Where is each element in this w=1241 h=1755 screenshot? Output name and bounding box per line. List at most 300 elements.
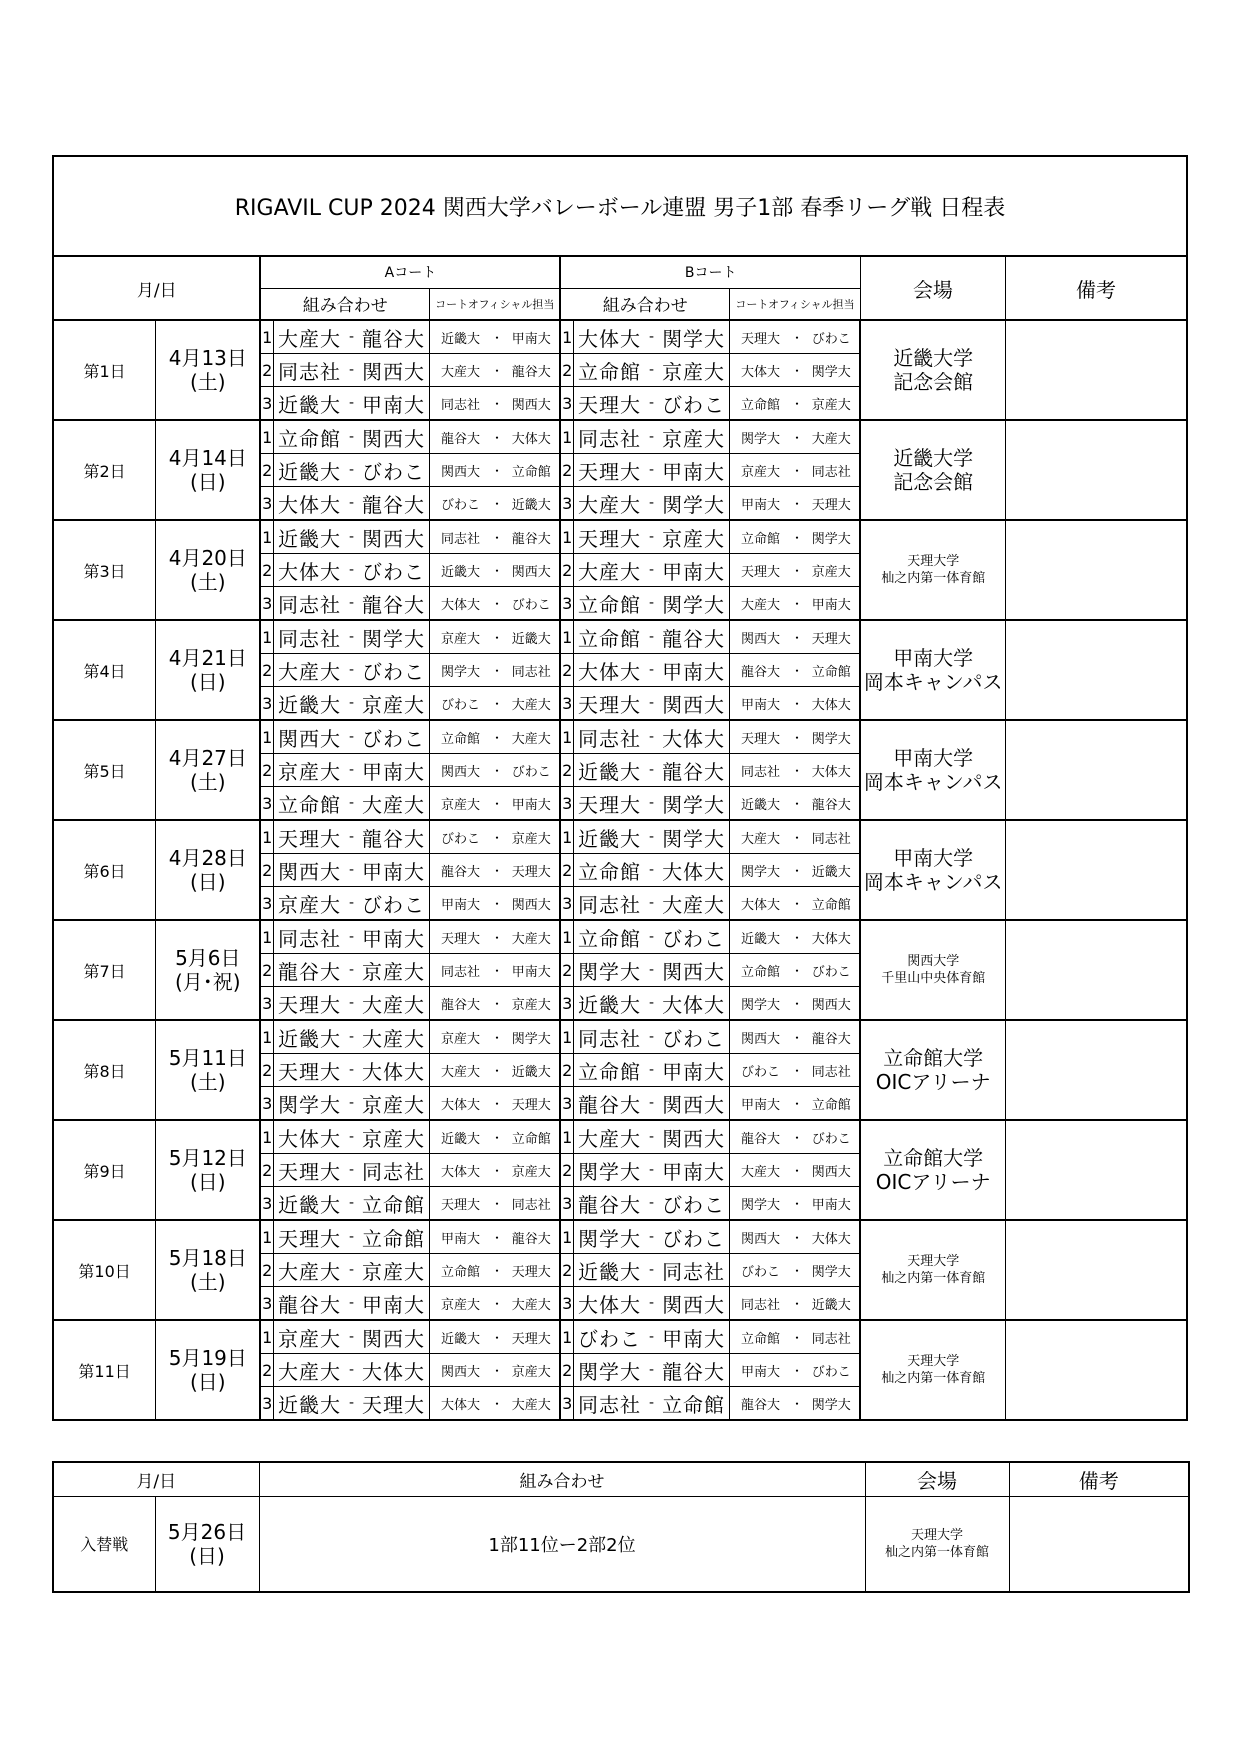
away-team: 関西大: [658, 687, 729, 721]
official-team-2: 大産大: [503, 1287, 560, 1321]
home-team: 大産大: [274, 654, 345, 687]
match-number: 2: [260, 654, 273, 687]
away-team: 甲南大: [358, 854, 429, 887]
official-team-1: 関学大: [730, 854, 791, 887]
official-separator: ・: [491, 687, 503, 721]
official-team-1: びわこ: [430, 687, 491, 721]
match-number: 1: [260, 720, 273, 754]
match-number: 3: [260, 787, 273, 821]
away-team: 甲南大: [658, 1320, 729, 1354]
official-team-1: 京産大: [430, 1020, 491, 1054]
playoff-notes-header: 備考: [1009, 1462, 1189, 1496]
official-team-1: 大産大: [430, 1054, 491, 1087]
match-number: 1: [260, 420, 273, 454]
venue-line-2: 岡本キャンパス: [863, 770, 1003, 794]
official-separator: ・: [791, 854, 803, 887]
away-team: 天理大: [358, 1387, 429, 1421]
away-team: びわこ: [358, 720, 429, 754]
match-number: 2: [260, 1054, 273, 1087]
match-date: [156, 1320, 261, 1420]
playoff-date-text: 5月26日: [167, 1519, 247, 1544]
match-row: [53, 320, 1187, 354]
match-dash: -: [345, 320, 358, 354]
match-number: 2: [560, 554, 573, 587]
official-team-2: 大産大: [503, 687, 560, 721]
match-dash: -: [345, 654, 358, 687]
official-separator: ・: [491, 387, 503, 421]
playoff-label: 入替戦: [53, 1496, 155, 1592]
court-b-matchup-header: 組み合わせ: [560, 288, 729, 320]
official-team-1: 京産大: [430, 1287, 491, 1321]
official-team-2: 近畿大: [503, 620, 560, 654]
official-team-2: 龍谷大: [803, 787, 860, 821]
official-team-2: 関学大: [803, 1387, 860, 1421]
home-team: 京産大: [274, 887, 345, 921]
venue-line-2: OICアリーナ: [875, 1170, 991, 1194]
official-separator: ・: [791, 1054, 803, 1087]
match-number: 2: [560, 854, 573, 887]
official-separator: ・: [791, 354, 803, 387]
match-dash: -: [645, 1087, 658, 1121]
official-team-1: 関学大: [730, 1187, 791, 1221]
official-team-2: 立命館: [503, 1120, 560, 1154]
home-team: 近畿大: [274, 1020, 345, 1054]
home-team: 天理大: [274, 987, 345, 1021]
match-number: 1: [260, 320, 273, 354]
match-number: 3: [560, 387, 573, 421]
official-separator: ・: [791, 787, 803, 821]
away-team: びわこ: [658, 1220, 729, 1254]
official-team-2: 大体大: [803, 920, 860, 954]
day-label: 第3日: [53, 520, 156, 620]
away-team: びわこ: [658, 1020, 729, 1054]
away-team: びわこ: [358, 554, 429, 587]
away-team: びわこ: [358, 454, 429, 487]
match-dash: -: [345, 1120, 358, 1154]
page-title: RIGAVIL CUP 2024 関西大学バレーボール連盟 男子1部 春季リーグ戦 日程表: [53, 156, 1187, 256]
official-separator: ・: [791, 1320, 803, 1354]
match-dash: -: [345, 620, 358, 654]
venue-line-1: 天理大学: [907, 1254, 960, 1269]
official-team-1: 天理大: [430, 920, 491, 954]
official-separator: ・: [491, 854, 503, 887]
match-weekday: (土): [190, 770, 226, 794]
match-number: 1: [560, 620, 573, 654]
official-separator: ・: [491, 1120, 503, 1154]
match-row: [53, 820, 1187, 854]
match-number: 3: [260, 687, 273, 721]
home-team: 天理大: [274, 1054, 345, 1087]
match-number: 2: [260, 854, 273, 887]
away-team: 立命館: [358, 1187, 429, 1221]
official-team-1: 甲南大: [730, 687, 791, 721]
official-team-1: 関西大: [730, 1220, 791, 1254]
official-team-1: 京産大: [430, 787, 491, 821]
match-row: [53, 1220, 1187, 1254]
match-dash: -: [645, 1054, 658, 1087]
official-team-2: 甲南大: [503, 320, 560, 354]
official-separator: ・: [791, 1354, 803, 1387]
away-team: 立命館: [658, 1387, 729, 1421]
official-team-1: 大体大: [730, 354, 791, 387]
home-team: 龍谷大: [574, 1087, 645, 1121]
match-dash: -: [645, 587, 658, 621]
official-team-2: 京産大: [803, 387, 860, 421]
match-number: 2: [560, 1354, 573, 1387]
official-team-1: 近畿大: [730, 920, 791, 954]
notes-cell: [1005, 620, 1187, 720]
match-date-text: 4月21日: [168, 646, 247, 670]
home-team: 大体大: [574, 1287, 645, 1321]
official-separator: ・: [491, 1387, 503, 1421]
playoff-table: [52, 1461, 1190, 1593]
official-team-1: 関西大: [730, 620, 791, 654]
official-separator: ・: [791, 454, 803, 487]
official-team-2: 天理大: [503, 1087, 560, 1121]
day-label: 第11日: [53, 1320, 156, 1420]
official-team-1: 天理大: [730, 320, 791, 354]
official-team-1: 立命館: [730, 387, 791, 421]
away-team: 京産大: [358, 687, 429, 721]
match-number: 3: [560, 687, 573, 721]
official-team-2: 甲南大: [803, 587, 860, 621]
official-team-2: 甲南大: [503, 787, 560, 821]
away-team: 龍谷大: [358, 320, 429, 354]
official-team-1: 甲南大: [430, 1220, 491, 1254]
away-team: 甲南大: [658, 1054, 729, 1087]
match-dash: -: [645, 420, 658, 454]
official-separator: ・: [491, 620, 503, 654]
away-team: 京産大: [358, 1087, 429, 1121]
official-separator: ・: [791, 1187, 803, 1221]
venue-line-2: 岡本キャンパス: [863, 670, 1003, 694]
match-number: 1: [260, 820, 273, 854]
official-separator: ・: [791, 1287, 803, 1321]
playoff-venue-line-2: 杣之内第一体育館: [885, 1544, 990, 1560]
official-separator: ・: [491, 820, 503, 854]
match-dash: -: [645, 387, 658, 421]
match-dash: -: [645, 787, 658, 821]
official-team-1: 立命館: [430, 1254, 491, 1287]
playoff-notes-cell: [1009, 1496, 1189, 1592]
venue-line-1: 甲南大学: [893, 646, 974, 670]
official-team-1: 近畿大: [430, 320, 491, 354]
match-dash: -: [645, 854, 658, 887]
official-separator: ・: [791, 520, 803, 554]
match-number: 1: [560, 1120, 573, 1154]
notes-header: 備考: [1005, 256, 1187, 320]
match-weekday: (日): [190, 670, 226, 694]
match-date-text: 5月18日: [168, 1246, 247, 1270]
away-team: 甲南大: [658, 654, 729, 687]
away-team: 同志社: [658, 1254, 729, 1287]
official-team-2: 同志社: [803, 1320, 860, 1354]
match-dash: -: [645, 1120, 658, 1154]
match-number: 3: [260, 1187, 273, 1221]
home-team: 同志社: [574, 1020, 645, 1054]
home-team: 京産大: [274, 754, 345, 787]
match-number: 1: [260, 1020, 273, 1054]
match-number: 2: [560, 1254, 573, 1287]
official-separator: ・: [791, 887, 803, 921]
venue-line-1: 近畿大学: [893, 446, 974, 470]
official-team-1: 大体大: [430, 587, 491, 621]
official-team-1: 甲南大: [730, 1087, 791, 1121]
away-team: 関西大: [658, 1120, 729, 1154]
official-separator: ・: [491, 420, 503, 454]
home-team: 近畿大: [574, 754, 645, 787]
venue-line-2: OICアリーナ: [875, 1070, 991, 1094]
notes-cell: [1005, 720, 1187, 820]
official-team-2: 京産大: [503, 820, 560, 854]
official-team-1: 同志社: [430, 954, 491, 987]
away-team: 大産大: [658, 887, 729, 921]
official-team-2: 同志社: [803, 820, 860, 854]
official-team-2: 天理大: [503, 1320, 560, 1354]
official-team-2: 関西大: [503, 887, 560, 921]
official-separator: ・: [791, 1020, 803, 1054]
away-team: 関西大: [358, 520, 429, 554]
away-team: 甲南大: [358, 920, 429, 954]
official-separator: ・: [791, 387, 803, 421]
official-separator: ・: [791, 1254, 803, 1287]
home-team: 近畿大: [274, 1187, 345, 1221]
official-separator: ・: [791, 987, 803, 1021]
official-team-1: 関西大: [430, 1354, 491, 1387]
match-dash: -: [345, 587, 358, 621]
official-team-2: 京産大: [503, 1354, 560, 1387]
official-team-1: びわこ: [430, 487, 491, 521]
home-team: 天理大: [274, 1220, 345, 1254]
official-team-1: 関学大: [430, 654, 491, 687]
notes-cell: [1005, 1320, 1187, 1420]
match-dash: -: [345, 1354, 358, 1387]
match-number: 2: [260, 754, 273, 787]
home-team: 近畿大: [574, 987, 645, 1021]
match-dash: -: [645, 620, 658, 654]
notes-cell: [1005, 320, 1187, 420]
match-row: [53, 620, 1187, 654]
away-team: 龍谷大: [358, 487, 429, 521]
match-dash: -: [345, 1187, 358, 1221]
home-team: 関学大: [574, 954, 645, 987]
court-b-header: Bコート: [560, 256, 860, 288]
away-team: 関西大: [358, 354, 429, 387]
notes-cell: [1005, 1020, 1187, 1120]
match-number: 3: [260, 587, 273, 621]
official-separator: ・: [791, 720, 803, 754]
match-row: [53, 420, 1187, 454]
day-label: 第7日: [53, 920, 156, 1020]
match-dash: -: [645, 1287, 658, 1321]
official-team-2: 同志社: [803, 1054, 860, 1087]
match-dash: -: [345, 1254, 358, 1287]
official-team-2: 大産大: [503, 720, 560, 754]
home-team: 天理大: [274, 820, 345, 854]
official-team-1: 龍谷大: [430, 987, 491, 1021]
match-dash: -: [345, 787, 358, 821]
official-separator: ・: [491, 554, 503, 587]
match-dash: -: [345, 420, 358, 454]
match-dash: -: [345, 487, 358, 521]
match-dash: -: [345, 720, 358, 754]
official-team-2: 大産大: [503, 920, 560, 954]
home-team: 大産大: [574, 1120, 645, 1154]
away-team: 大産大: [358, 987, 429, 1021]
away-team: 大体大: [658, 854, 729, 887]
official-separator: ・: [491, 654, 503, 687]
official-separator: ・: [491, 1154, 503, 1187]
match-number: 1: [260, 1120, 273, 1154]
home-team: 近畿大: [274, 520, 345, 554]
court-a-matchup-header: 組み合わせ: [260, 288, 429, 320]
match-dash: -: [345, 1320, 358, 1354]
match-number: 2: [560, 454, 573, 487]
home-team: 近畿大: [574, 820, 645, 854]
away-team: びわこ: [358, 887, 429, 921]
match-date-text: 4月28日: [168, 846, 247, 870]
official-team-1: 近畿大: [730, 787, 791, 821]
match-dash: -: [345, 520, 358, 554]
match-dash: -: [345, 1387, 358, 1421]
match-date-text: 4月20日: [168, 546, 247, 570]
home-team: 大体大: [574, 320, 645, 354]
day-label: 第6日: [53, 820, 156, 920]
match-date: [156, 420, 261, 520]
official-separator: ・: [791, 420, 803, 454]
notes-cell: [1005, 520, 1187, 620]
home-team: 大体大: [274, 487, 345, 521]
away-team: 関学大: [658, 320, 729, 354]
home-team: 天理大: [574, 454, 645, 487]
match-weekday: (土): [190, 1070, 226, 1094]
match-date: [156, 520, 261, 620]
venue-line-2: 記念会館: [893, 470, 974, 494]
match-number: 1: [560, 420, 573, 454]
official-team-2: びわこ: [803, 320, 860, 354]
official-team-1: 天理大: [730, 720, 791, 754]
match-weekday: (土): [190, 1270, 226, 1294]
match-date: [156, 920, 261, 1020]
notes-cell: [1005, 820, 1187, 920]
official-team-1: 関学大: [730, 420, 791, 454]
official-team-1: 京産大: [730, 454, 791, 487]
court-a-header: Aコート: [260, 256, 560, 288]
official-team-2: 関学大: [503, 1020, 560, 1054]
playoff-venue-header: 会場: [865, 1462, 1009, 1496]
official-team-1: 大産大: [430, 354, 491, 387]
official-team-1: 大産大: [730, 587, 791, 621]
match-number: 2: [560, 1154, 573, 1187]
away-team: 甲南大: [358, 1287, 429, 1321]
away-team: びわこ: [658, 920, 729, 954]
match-dash: -: [645, 820, 658, 854]
home-team: 同志社: [574, 1387, 645, 1421]
official-team-1: 大体大: [730, 887, 791, 921]
official-team-2: びわこ: [803, 954, 860, 987]
away-team: 龍谷大: [658, 1354, 729, 1387]
playoff-date: [155, 1496, 259, 1592]
away-team: 龍谷大: [358, 820, 429, 854]
official-team-1: びわこ: [730, 1254, 791, 1287]
home-team: びわこ: [574, 1320, 645, 1354]
match-number: 3: [260, 487, 273, 521]
official-separator: ・: [791, 754, 803, 787]
match-dash: -: [345, 754, 358, 787]
match-dash: -: [345, 1054, 358, 1087]
match-number: 1: [560, 1020, 573, 1054]
home-team: 大産大: [274, 1354, 345, 1387]
match-weekday: (土): [190, 570, 226, 594]
away-team: 大体大: [658, 720, 729, 754]
official-team-2: 関学大: [803, 1254, 860, 1287]
match-number: 1: [560, 820, 573, 854]
venue-line-1: 立命館大学: [883, 1146, 984, 1170]
official-team-2: 関西大: [803, 987, 860, 1021]
home-team: 立命館: [274, 787, 345, 821]
official-team-2: 大体大: [803, 754, 860, 787]
match-dash: -: [345, 687, 358, 721]
official-team-2: 関学大: [803, 720, 860, 754]
official-team-1: 同志社: [430, 387, 491, 421]
match-dash: -: [645, 754, 658, 787]
match-number: 2: [560, 354, 573, 387]
away-team: 甲南大: [358, 754, 429, 787]
official-separator: ・: [491, 1254, 503, 1287]
day-label: 第1日: [53, 320, 156, 420]
home-team: 立命館: [574, 620, 645, 654]
official-team-2: 大体大: [803, 687, 860, 721]
day-label: 第2日: [53, 420, 156, 520]
court-b-official-header: コートオフィシャル担当: [730, 288, 861, 320]
match-number: 2: [560, 754, 573, 787]
match-dash: -: [345, 354, 358, 387]
match-row: [53, 1120, 1187, 1154]
official-separator: ・: [791, 1154, 803, 1187]
match-dash: -: [345, 454, 358, 487]
official-separator: ・: [791, 1120, 803, 1154]
away-team: 大産大: [358, 787, 429, 821]
away-team: 京産大: [658, 354, 729, 387]
home-team: 近畿大: [274, 687, 345, 721]
away-team: 龍谷大: [358, 587, 429, 621]
official-separator: ・: [491, 1354, 503, 1387]
official-separator: ・: [491, 487, 503, 521]
away-team: 甲南大: [358, 387, 429, 421]
official-team-1: 大産大: [730, 1154, 791, 1187]
match-dash: -: [645, 1020, 658, 1054]
official-team-1: 関西大: [730, 1020, 791, 1054]
away-team: びわこ: [658, 1187, 729, 1221]
match-dash: -: [645, 987, 658, 1021]
home-team: 京産大: [274, 1320, 345, 1354]
official-separator: ・: [791, 920, 803, 954]
match-number: 3: [560, 987, 573, 1021]
playoff-venue: [865, 1496, 1009, 1592]
official-team-1: 龍谷大: [730, 654, 791, 687]
home-team: 大産大: [574, 554, 645, 587]
match-venue: [860, 820, 1005, 920]
home-team: 立命館: [574, 1054, 645, 1087]
away-team: 関西大: [658, 1287, 729, 1321]
match-dash: -: [645, 687, 658, 721]
schedule-table: [52, 155, 1188, 1421]
match-date: [156, 320, 261, 420]
official-separator: ・: [491, 1020, 503, 1054]
official-team-2: 京産大: [803, 554, 860, 587]
match-dash: -: [645, 920, 658, 954]
home-team: 立命館: [574, 354, 645, 387]
